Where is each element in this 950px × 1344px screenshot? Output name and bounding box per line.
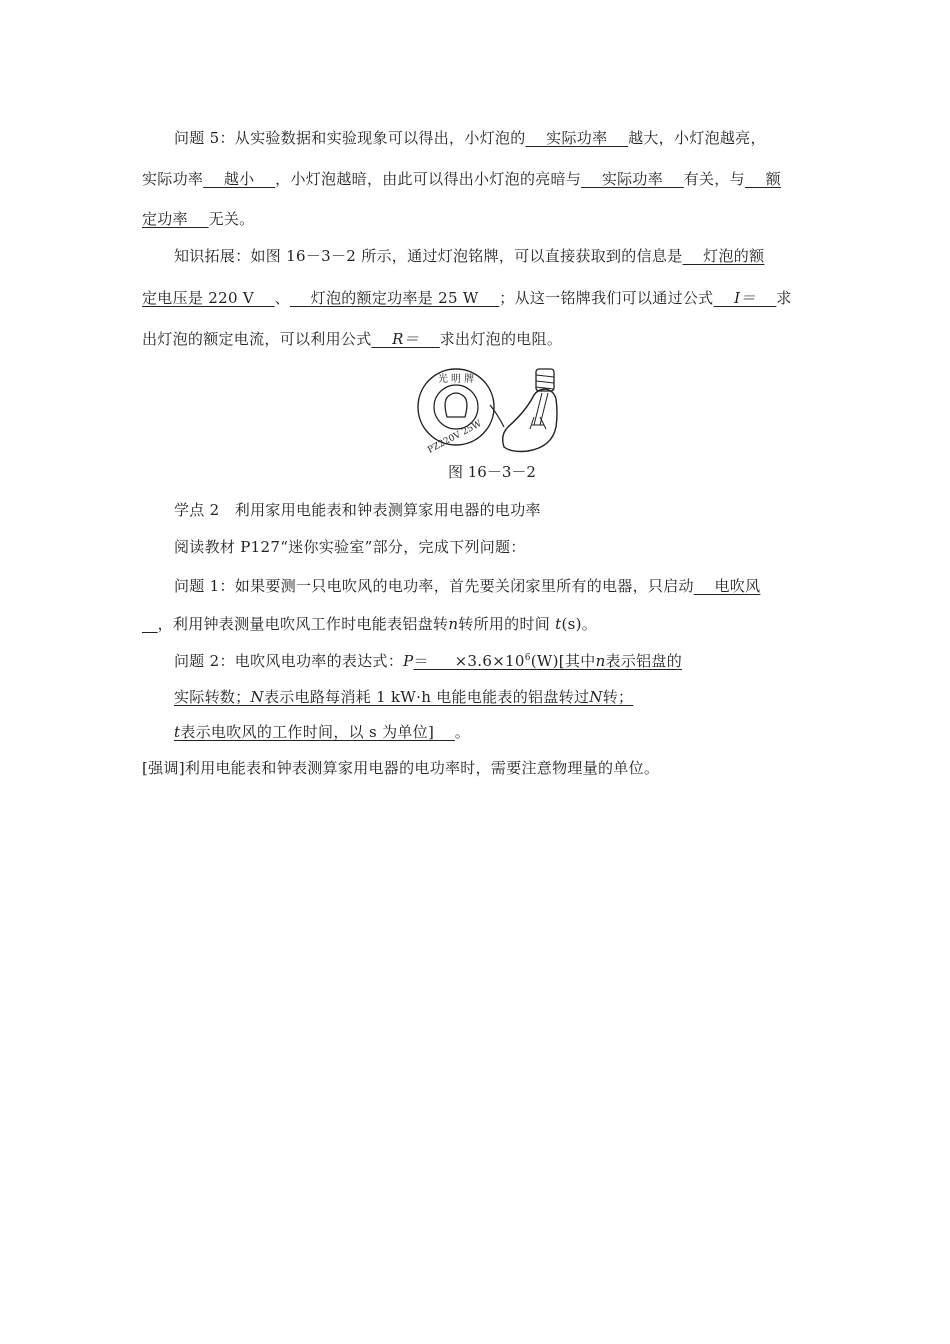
ext-text: 出灯泡的额定电流，可以利用公式 <box>142 330 372 348</box>
q5-text: 问题 5：从实验数据和实验现象可以得出，小灯泡的 <box>174 129 526 147</box>
answer-blank: __ 额 <box>744 170 781 188</box>
ext-text: 求 <box>776 289 792 307</box>
q2-text: 问题 2：电吹风电功率的表达式： <box>174 652 404 670</box>
formula-part: (W)[其中 <box>530 652 596 670</box>
answer-blank: __ 灯泡的额定功率是 25 W __ <box>289 289 500 307</box>
ext-text: ；从这一铭牌我们可以通过公式 <box>499 289 714 307</box>
formula-part: 转； <box>602 688 634 706</box>
q1-text: 问题 1：如果要测一只电吹风的电功率，首先要关闭家里所有的电器，只启动 <box>174 577 694 595</box>
q5-text: 有关，与 <box>683 170 745 188</box>
nameplate-brand-text: 光 明 牌 <box>437 374 475 385</box>
q1-text: ，利用钟表测量电吹风工作时电能表铝盘转 <box>157 615 449 633</box>
answer-blank: 定电压是 220 V __ <box>142 289 275 307</box>
answer-blank: __ 越小 __ <box>203 170 276 188</box>
q2-text: 。 <box>454 723 471 741</box>
q5-text: ，小灯泡越暗，由此可以得出小灯泡的亮暗与 <box>275 170 582 188</box>
light-bulb-icon <box>503 389 557 452</box>
formula-part: ＝ __ ×3.6×10 <box>413 652 525 670</box>
q5-text: 实际功率 <box>142 170 204 188</box>
answer-blank: __ 灯泡的额 <box>682 247 765 265</box>
q1-line-2 <box>142 614 812 634</box>
formula-part: 实际转数； <box>174 688 251 706</box>
formula-exponent: 6 <box>524 653 531 663</box>
answer-blank: __ <box>142 615 158 633</box>
answer-blank: __ 实际功率 __ <box>525 129 629 147</box>
formula-answer <box>174 688 633 706</box>
ext-text: 、 <box>274 289 290 307</box>
variable-n: n <box>595 652 606 670</box>
ext-line-3 <box>142 329 812 349</box>
q2-line-1 <box>174 651 812 671</box>
bulb-thread-lines <box>536 375 554 389</box>
figure-caption: 图 16－3－2 <box>448 463 536 481</box>
ext-text: 求出灯泡的电阻。 <box>439 330 563 348</box>
ext-line-2 <box>142 288 812 308</box>
answer-blank: __ R＝ __ <box>371 330 440 348</box>
q2-line-2 <box>174 687 812 707</box>
q5-line-2 <box>142 169 812 189</box>
formula-part: 表示电吹风的工作时间，以 s 为单位] __ <box>180 723 455 741</box>
emphasis-note: [强调]利用电能表和钟表测算家用电器的电功率时，需要注意物理量的单位。 <box>142 759 660 777</box>
q5-line-1 <box>174 128 812 148</box>
section-heading: 学点 2 利用家用电能表和钟表测算家用电器的电功率 <box>174 501 541 519</box>
q5-text: 越大，小灯泡越亮， <box>628 129 766 147</box>
nameplate-bulb-figure <box>416 355 566 457</box>
answer-blank: __ 电吹风 <box>693 577 761 595</box>
q1-text: 转所用的时间 <box>458 615 551 633</box>
variable-t: t <box>174 723 181 741</box>
answer-blank: __ 实际功率 __ <box>581 170 684 188</box>
ext-line-1 <box>174 246 812 266</box>
variable-n: n <box>448 615 459 633</box>
formula-answer <box>174 723 455 741</box>
formula-part: 表示铝盘的 <box>605 652 683 670</box>
variable-t: t <box>555 615 562 633</box>
variable-P: P <box>403 652 414 670</box>
answer-blank: 定功率 __ <box>142 210 209 228</box>
q1-line-1 <box>174 576 812 596</box>
q5-text: 无关。 <box>208 210 255 228</box>
reading-instruction: 阅读教材 P127“迷你实验室”部分，完成下列问题： <box>174 538 526 556</box>
q2-line-3 <box>174 722 812 742</box>
variable-N: N <box>250 688 264 706</box>
formula-part: 表示电路每消耗 1 kW·h 电能电能表的铝盘转过 <box>263 688 590 706</box>
answer-blank: __ I＝ __ <box>713 289 777 307</box>
nameplate-rating-text: PZ220V 25W <box>426 418 484 456</box>
variable-N: N <box>589 688 603 706</box>
q5-line-3 <box>142 209 812 229</box>
nameplate-bulb-outline-icon <box>445 393 467 417</box>
q1-text: (s)。 <box>561 615 598 633</box>
ext-text: 知识拓展：如图 16－3－2 所示，通过灯泡铭牌，可以直接获取到的信息是 <box>174 247 683 265</box>
formula-answer <box>414 652 683 670</box>
connector-line <box>490 405 504 427</box>
